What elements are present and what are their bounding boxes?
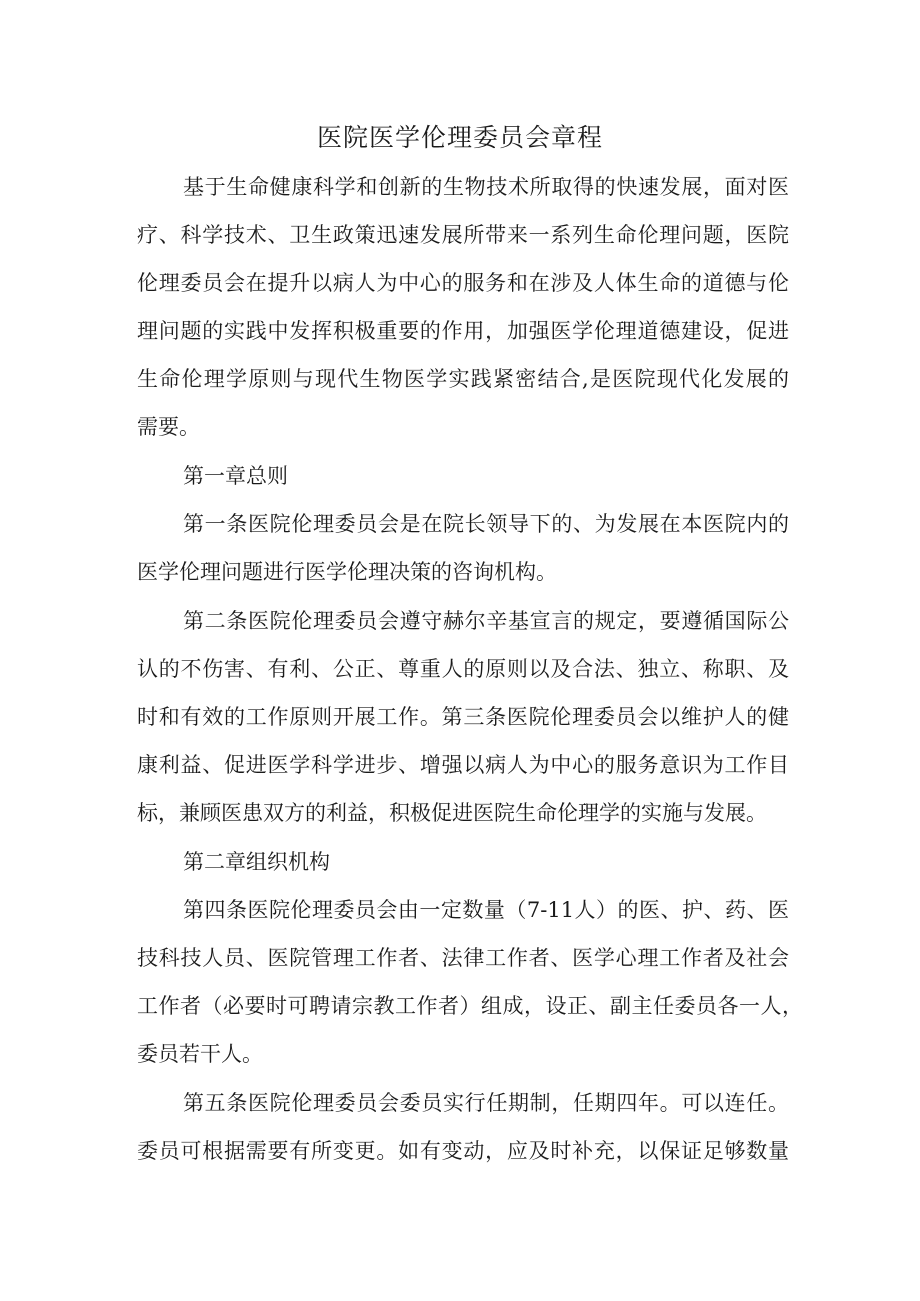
text-line-9: 医学伦理问题进行医学伦理决策的咨询机构。 <box>137 560 557 584</box>
text-line-10: 第二条医院伦理委员会遵守赫尔辛基宣言的规定，要遵循国际公 <box>183 609 789 633</box>
text-line-16: 第四条医院伦理委员会由一定数量（7-11人）的医、护、药、医 <box>183 898 789 922</box>
text-line-3: 伦理委员会在提升以病人为中心的服务和在涉及人体生命的道德与伦 <box>137 271 789 295</box>
text-line-1: 基于生命健康科学和创新的生物技术所取得的快速发展，面对医 <box>183 175 789 199</box>
text-line-12: 时和有效的工作原则开展工作。第三条医院伦理委员会以维护人的健 <box>137 705 789 729</box>
text-line-20: 第五条医院伦理委员会委员实行任期制，任期四年。可以连任。 <box>183 1091 789 1115</box>
text-line-19: 委员若干人。 <box>137 1042 263 1066</box>
text-line-6: 需要。 <box>137 415 200 439</box>
chapter-heading-2: 第二章组织机构 <box>183 850 330 874</box>
chapter-heading-1: 第一章总则 <box>183 464 288 488</box>
text-line-8: 第一条医院伦理委员会是在院长领导下的、为发展在本医院内的 <box>183 512 789 536</box>
text-line-4: 理问题的实践中发挥积极重要的作用，加强医学伦理道德建设，促进 <box>137 319 789 343</box>
text-line-11: 认的不伤害、有利、公正、尊重人的原则以及合法、独立、称职、及 <box>137 657 789 681</box>
text-line-13: 康利益、促进医学科学进步、增强以病人为中心的服务意识为工作目 <box>137 753 789 777</box>
document-title: 医院医学伦理委员会章程 <box>316 123 603 152</box>
text-line-21: 委员可根据需要有所变更。如有变动，应及时补充，以保证足够数量 <box>137 1139 789 1163</box>
text-line-5: 生命伦理学原则与现代生物医学实践紧密结合,是医院现代化发展的 <box>137 367 789 391</box>
text-line-17: 技科技人员、医院管理工作者、法律工作者、医学心理工作者及社会 <box>137 946 789 970</box>
text-line-18: 工作者（必要时可聘请宗教工作者）组成，设正、副主任委员各一人， <box>137 994 803 1018</box>
text-line-2: 疗、科学技术、卫生政策迅速发展所带来一系列生命伦理问题，医院 <box>137 223 789 247</box>
text-line-14: 标，兼顾医患双方的利益，积极促进医院生命伦理学的实施与发展。 <box>137 801 767 825</box>
